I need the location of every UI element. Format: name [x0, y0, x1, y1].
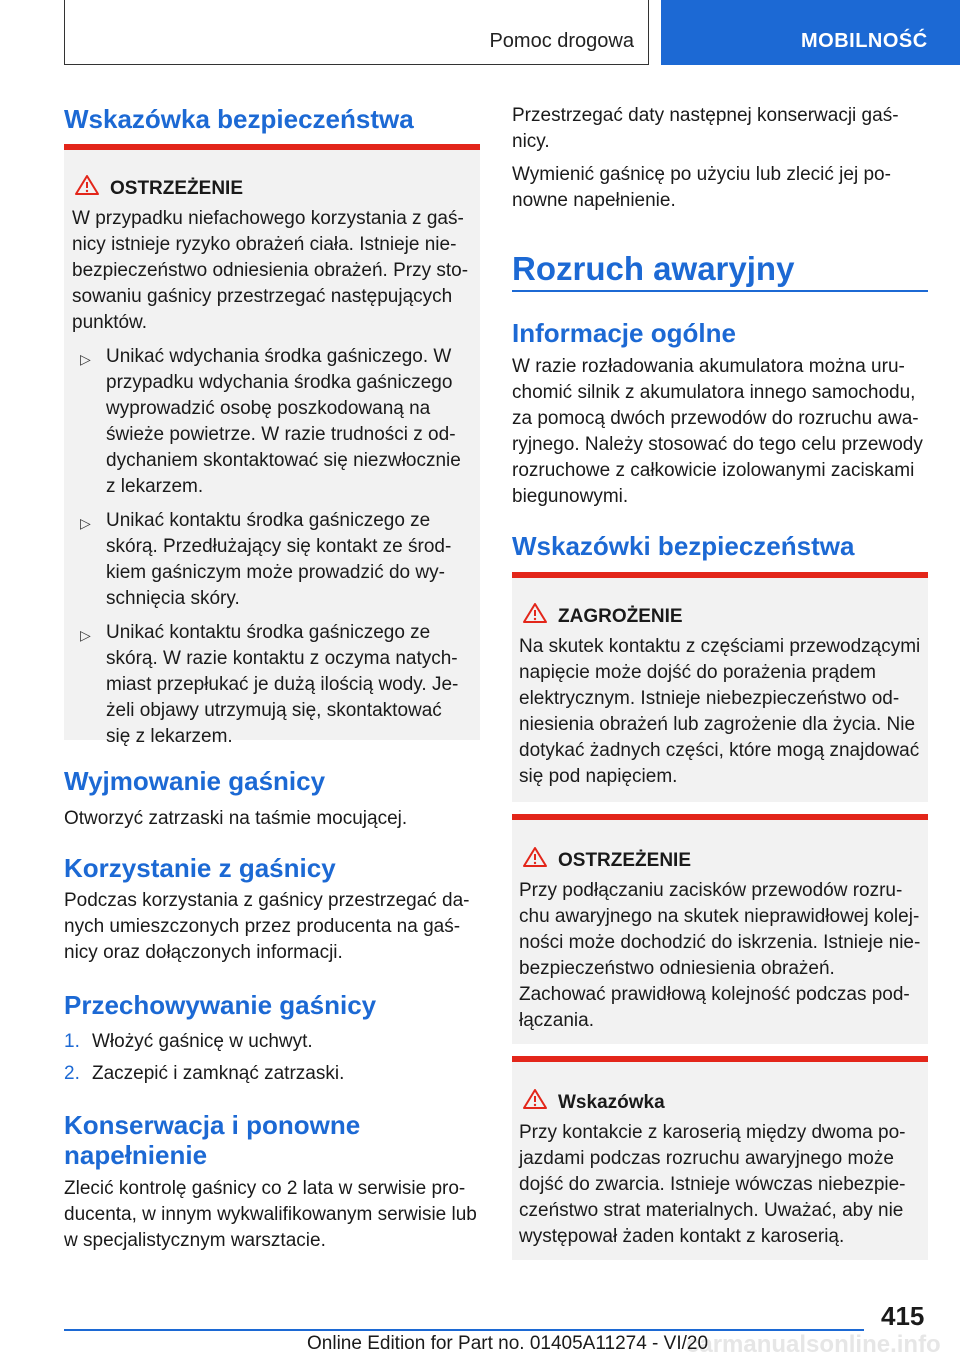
safety-heading: Wskazówka bezpieczeństwa — [64, 104, 414, 134]
warning-text: W przypadku niefachowego korzystania z gaś- nicy istnieje ryzyko obrażeń ciała. Istnieje nie- bezpieczeństwo odniesienia obrażeń. Przy sto- sowaniu gaśnicy przestrzegać następujących punktów. — [72, 208, 469, 333]
remove-text: Otworzyć zatrzaski na taśmie mocującej. — [64, 808, 408, 829]
store-steps — [64, 1026, 344, 1090]
warning-title: OSTRZEŻENIE — [558, 850, 692, 871]
bullet-triangle-icon: ▷ — [80, 627, 91, 643]
danger-box — [512, 572, 928, 802]
heading-rule — [512, 290, 928, 292]
warning-box-extinguisher — [64, 144, 480, 747]
bullet-triangle-icon: ▷ — [80, 351, 91, 367]
cont-text-2: Wymienić gaśnicę po użyciu lub zlecić jej po- nowne napełnienie. — [512, 164, 891, 211]
watermark-logo: carmanualsonline.info — [686, 1331, 941, 1358]
page-number: 415 — [881, 1301, 925, 1331]
maint-text: Zlecić kontrolę gaśnicy co 2 lata w serwisie pro- ducenta, w innym wykwalifikowanym serwisie lub w specjalistycznym warsztacie. — [64, 1178, 477, 1251]
list-item: ▷ Unikać kontaktu środka gaśniczego ze skórą. Przedłużający się kontakt ze środ- kiem gaśniczym może prowadzić do wy- schnięcia skóry. — [80, 510, 452, 609]
warning-list — [72, 344, 476, 758]
maint-heading: Konserwacja i ponowne napełnienie — [64, 1110, 361, 1170]
warning-triangle-icon — [522, 602, 548, 624]
list-item: 2. Zaczepić i zamknąć zatrzaski. — [64, 1063, 345, 1084]
list-item: ▷ Unikać kontaktu środka gaśniczego ze skórą. W razie kontaktu z oczyma natych- miast przepłukać je dużą ilością wody. Je- żeli objawy utrzymują się, skontaktować się z lekarzem. — [80, 622, 459, 747]
header-chapter-tab — [661, 0, 960, 65]
note-box — [512, 1056, 928, 1260]
header-section-title: Pomoc drogowa — [489, 30, 634, 52]
footer-edition: Online Edition for Part no. 01405A11274 - VI/20 — [307, 1333, 709, 1354]
list-item: ▷ Unikać wdychania środka gaśniczego. W przypadku wdychania środka gaśniczego wyprowadzić osobę poszkodowaną na świeże powietrze. W razie trudności z od- dychaniem skontaktować się niezwłocznie z lekarzem. — [80, 346, 461, 497]
danger-text: Na skutek kontaktu z częściami przewodzącymi napięcie może dojść do porażenia prądem elektrycznym. Istnieje niebezpieczeństwo od- niesienia obrażeń lub zagrożenie dla życia. Nie dotykać żadnych części, które mogą znajdować się pod napięciem. — [519, 636, 921, 787]
use-text: Podczas korzystania z gaśnicy przestrzegać da- nych umieszczonych przez producenta na gaś- nicy oraz dołączonych informacji. — [64, 890, 470, 963]
cont-text-1: Przestrzegać daty następnej konserwacji gaś- nicy. — [512, 105, 899, 152]
store-heading: Przechowywanie gaśnicy — [64, 990, 377, 1020]
list-item: 1. Włożyć gaśnicę w uchwyt. — [64, 1031, 313, 1052]
bullet-triangle-icon: ▷ — [80, 515, 91, 531]
warning-title: OSTRZEŻENIE — [110, 178, 244, 199]
warning-box-jumpstart — [512, 814, 928, 1044]
general-text: W razie rozładowania akumulatora można uru- chomić silnik z akumulatora innego samochodu, za pomocą dwóch przewodów do rozruchu awa- ryjnego. Należy stosować do tego celu przewody rozruchowe z całkowicie izolowanymi zaciskami biegunowymi. — [512, 356, 923, 507]
warning-triangle-icon — [522, 1088, 548, 1110]
warning-triangle-icon — [522, 846, 548, 868]
jump-start-heading: Rozruch awaryjny — [512, 250, 795, 287]
use-heading: Korzystanie z gaśnicy — [64, 853, 336, 883]
general-heading: Informacje ogólne — [512, 318, 736, 348]
safety-heading-right: Wskazówki bezpieczeństwa — [512, 531, 855, 561]
warning-text: Przy podłączaniu zacisków przewodów rozru- chu awaryjnego na skutek nieprawidłowej kolej- ności może dochodzić do iskrzenia. Istnieje nie- bezpieczeństwo odniesienia obrażeń. Zachować prawidłową kolejność podczas pod- łączania. — [519, 880, 921, 1031]
note-title: Wskazówka — [558, 1092, 665, 1113]
note-text: Przy kontakcie z karoserią między dwoma po- jazdami podczas rozruchu awaryjnego może dojść do zwarcia. Istnieje wówczas niebezpie- czeństwo strat materialnych. Uważać, aby nie występował żaden kontakt z karoserią. — [519, 1122, 906, 1247]
danger-title: ZAGROŻENIE — [558, 606, 683, 627]
remove-heading: Wyjmowanie gaśnicy — [64, 766, 326, 796]
warning-triangle-icon — [74, 174, 100, 196]
header-chapter-label: MOBILNOŚĆ — [801, 30, 928, 52]
